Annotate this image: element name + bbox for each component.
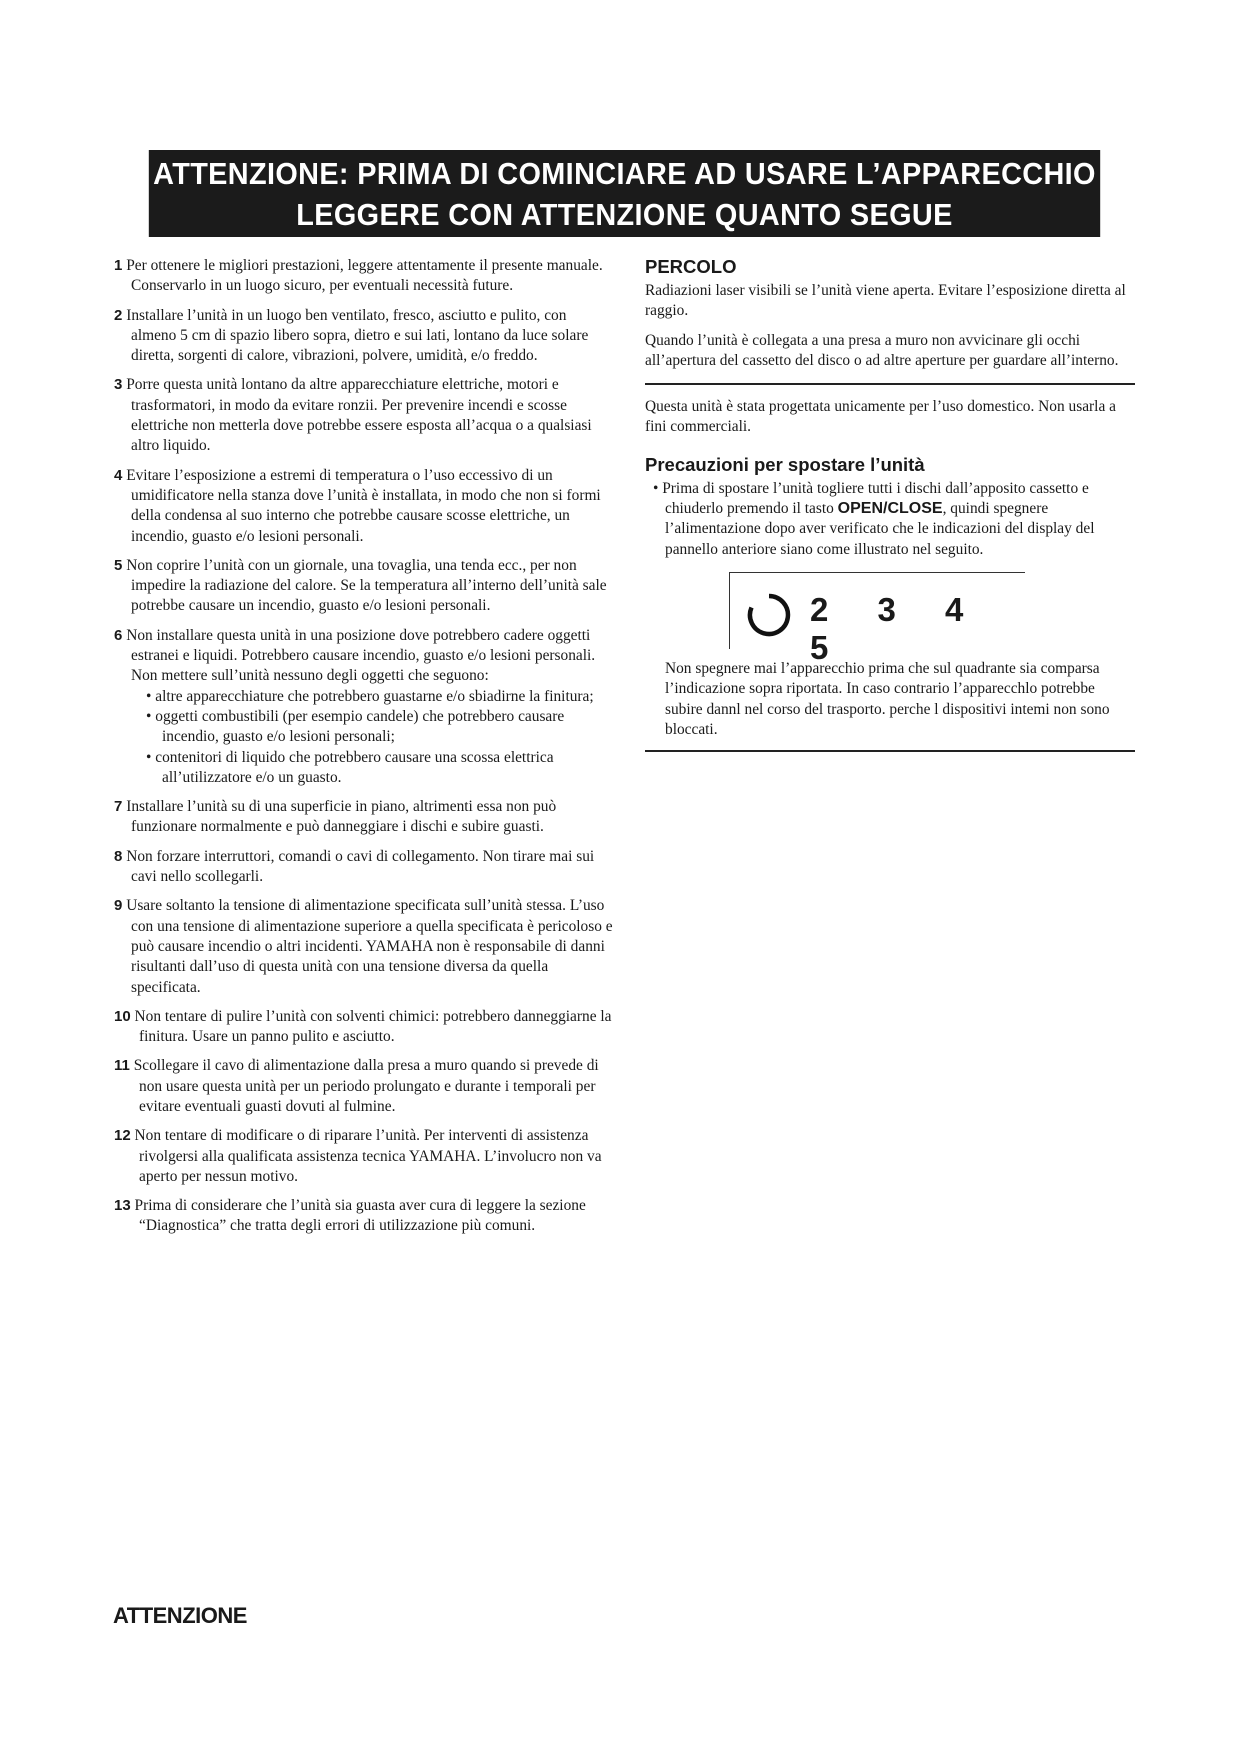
sub-bullet: • contenitori di liquido che potrebbero causare una scossa elettrica all’utilizzatore e/o un guasto. xyxy=(131,748,614,789)
moving-instruction-text: Prima di spostare l’unità togliere tutti i dischi dall’apposito cassetto e chiuderlo premendo il tasto xyxy=(662,479,1089,518)
item-text: Usare soltanto la tensione di alimentazione specificata sull’unità stessa. L’uso con una tensione di alimentazione superiore a quella specificata è pericoloso e può causare incendio o altri incidenti. YAMAHA non è responsabile di danni risultanti dall’uso di questa unità con una tensione diversa da quella specificata. xyxy=(126,897,613,996)
item-text: Non forzare interruttori, comandi o cavi di collegamento. Non tirare mai sui cavi nello scollegarli. xyxy=(126,847,595,886)
banner-line-1: ATTENZIONE: PRIMA DI COMINCIARE AD USARE L’APPARECCHIO xyxy=(153,156,1096,191)
domestic-use-note: Questa unità è stata progettata unicamente per l’uso domestico. Non usarla a fini commerciali. xyxy=(645,398,1116,436)
banner-line-2: LEGGERE CON ATTENZIONE QUANTO SEGUE xyxy=(296,197,953,232)
item-number: 3 xyxy=(114,376,123,394)
divider xyxy=(645,383,1135,385)
item-text: Installare l’unità in un luogo ben ventilato, fresco, asciutto e pulito, con almeno 5 cm di spazio libero sopra, dietro e sui lati, lontano da luce solare diretta, sorgenti di calore, vibrazioni, polvere, umidità, e/o freddo. xyxy=(126,306,589,365)
item-text: Non installare questa unità in una posizione dove potrebbero cadere oggetti estranei e liquidi. Potrebbero causare incendio, guasto e/o lesioni personali. Non mettere sull’unità nessuno degli oggetti che seguono: xyxy=(126,626,596,685)
percolo-text-2: Quando l’unità è collegata a una presa a muro non avvicinare gli occhi all’apertura del cassetto del disco o ad altre aperture per guardare all’interno. xyxy=(645,331,1119,369)
item-number: 12 xyxy=(114,1127,131,1145)
item-number: 1 xyxy=(114,257,123,274)
loading-circle-icon xyxy=(744,590,794,640)
item-text: Scollegare il cavo di alimentazione dalla presa a muro quando si prevede di non usare questa unità per un periodo prolungato e durante i temporali per evitare eventuali guasti dovuti al fulmine. xyxy=(133,1057,599,1115)
moving-warning-note: Non spegnere mai l’apparecchio prima che sul quadrante sia comparsa l’indicazione sopra riportata. In caso contrario l’apparecchlo potrebbe subire dannl nel corso del trasporto. perche l dispositivi intemi non sono bloccati. xyxy=(665,659,1110,738)
front-panel-display-illustration xyxy=(729,572,1025,666)
moving-precautions-heading: Precauzioni per spostare l’unità xyxy=(645,453,925,475)
list-item xyxy=(114,1056,614,1117)
item-number: 4 xyxy=(114,466,123,484)
list-item xyxy=(114,306,614,367)
item-number: 6 xyxy=(114,626,123,644)
list-item xyxy=(114,1007,614,1048)
item-text: Prima di considerare che l’unità sia guasta aver cura di leggere la sezione “Diagnostica” che tratta degli errori di utilizzazione più comuni. xyxy=(134,1197,586,1235)
moving-instruction-text-cont: , quindi spegnere l’alimentazione dopo aver verificato che le indicazioni del display del pannello anteriore siano come illustrato nel seguito. xyxy=(665,500,1095,558)
list-item xyxy=(114,466,614,547)
list-item xyxy=(114,847,614,888)
page-banner xyxy=(149,150,1100,237)
right-column xyxy=(645,256,1135,764)
percolo-heading: PERCOLO xyxy=(645,256,737,277)
footer-section-label: ATTENZIONE xyxy=(113,1603,247,1628)
item-text: Installare l’unità su di una superficie in piano, altrimenti essa non può funzionare normalmente e può danneggiare i dischi e subire guasti. xyxy=(126,798,557,836)
display-digits: 2 3 4 5 xyxy=(810,590,984,666)
item-number: 5 xyxy=(114,556,123,574)
item-text: Non tentare di pulire l’unità con solventi chimici: potrebbero danneggiarne la finitura. Usare un panno pulito e asciutto. xyxy=(134,1007,612,1046)
list-item xyxy=(114,375,614,456)
item-text: Non tentare di modificare o di riparare l’unità. Per interventi di assistenza rivolgersi alla qualificata assistenza tecnica YAMAHA. L’involucro non va aperto per nessun motivo. xyxy=(134,1127,602,1185)
item-text: Non coprire l’unità con un giornale, una tovaglia, una tenda ecc., per non impedire la radiazione del calore. Se la temperatura all’interno dell’unità sale potrebbe causare un incendio, guasto e/o lesioni personali. xyxy=(126,556,607,615)
list-item xyxy=(114,256,614,297)
divider xyxy=(645,750,1135,752)
item-text: Evitare l’esposizione a estremi di temperatura o l’uso eccessivo di un umidificatore nella stanza dove l’unità è installata, in modo che non si formi della condensa al suo interno che potrebbe causare scosse elettriche, un incendio, guasto e/o lesioni personali. xyxy=(126,466,601,545)
item-number: 10 xyxy=(114,1007,131,1025)
list-item xyxy=(114,556,614,617)
sub-bullet: • altre apparecchiature che potrebbero guastarne e/o sbiadirne la finitura; xyxy=(131,687,614,707)
list-item xyxy=(114,1196,614,1237)
list-item xyxy=(114,626,614,788)
item-number: 9 xyxy=(114,897,123,915)
list-item xyxy=(114,896,614,997)
item-number: 7 xyxy=(114,798,123,816)
moving-instruction xyxy=(645,479,1135,560)
item-number: 2 xyxy=(114,306,123,324)
item-text: Porre questa unità lontano da altre apparecchiature elettriche, motori e trasformatori, in modo da evitare ronzii. Per prevenire incendi e scosse elettriche non metterla dove potrebbe essere esposta all’acqua o a qualsiasi altro liquido. xyxy=(126,376,592,455)
item-number: 11 xyxy=(114,1057,130,1075)
item-number: 13 xyxy=(114,1197,131,1215)
list-item xyxy=(114,797,614,838)
list-item xyxy=(114,1126,614,1187)
item-number: 8 xyxy=(114,847,123,865)
open-close-key-label: OPEN/CLOSE xyxy=(837,500,943,518)
precautions-list xyxy=(114,256,614,1246)
percolo-text-1: Radiazioni laser visibili se l’unità viene aperta. Evitare l’esposizione diretta al raggio. xyxy=(645,282,1126,320)
item-text: Per ottenere le migliori prestazioni, leggere attentamente il presente manuale. Conservarlo in un luogo sicuro, per eventuali necessità future. xyxy=(126,257,603,295)
sub-bullet: • oggetti combustibili (per esempio candele) che potrebbero causare incendio, guasto e/o lesioni personali; xyxy=(131,707,614,748)
